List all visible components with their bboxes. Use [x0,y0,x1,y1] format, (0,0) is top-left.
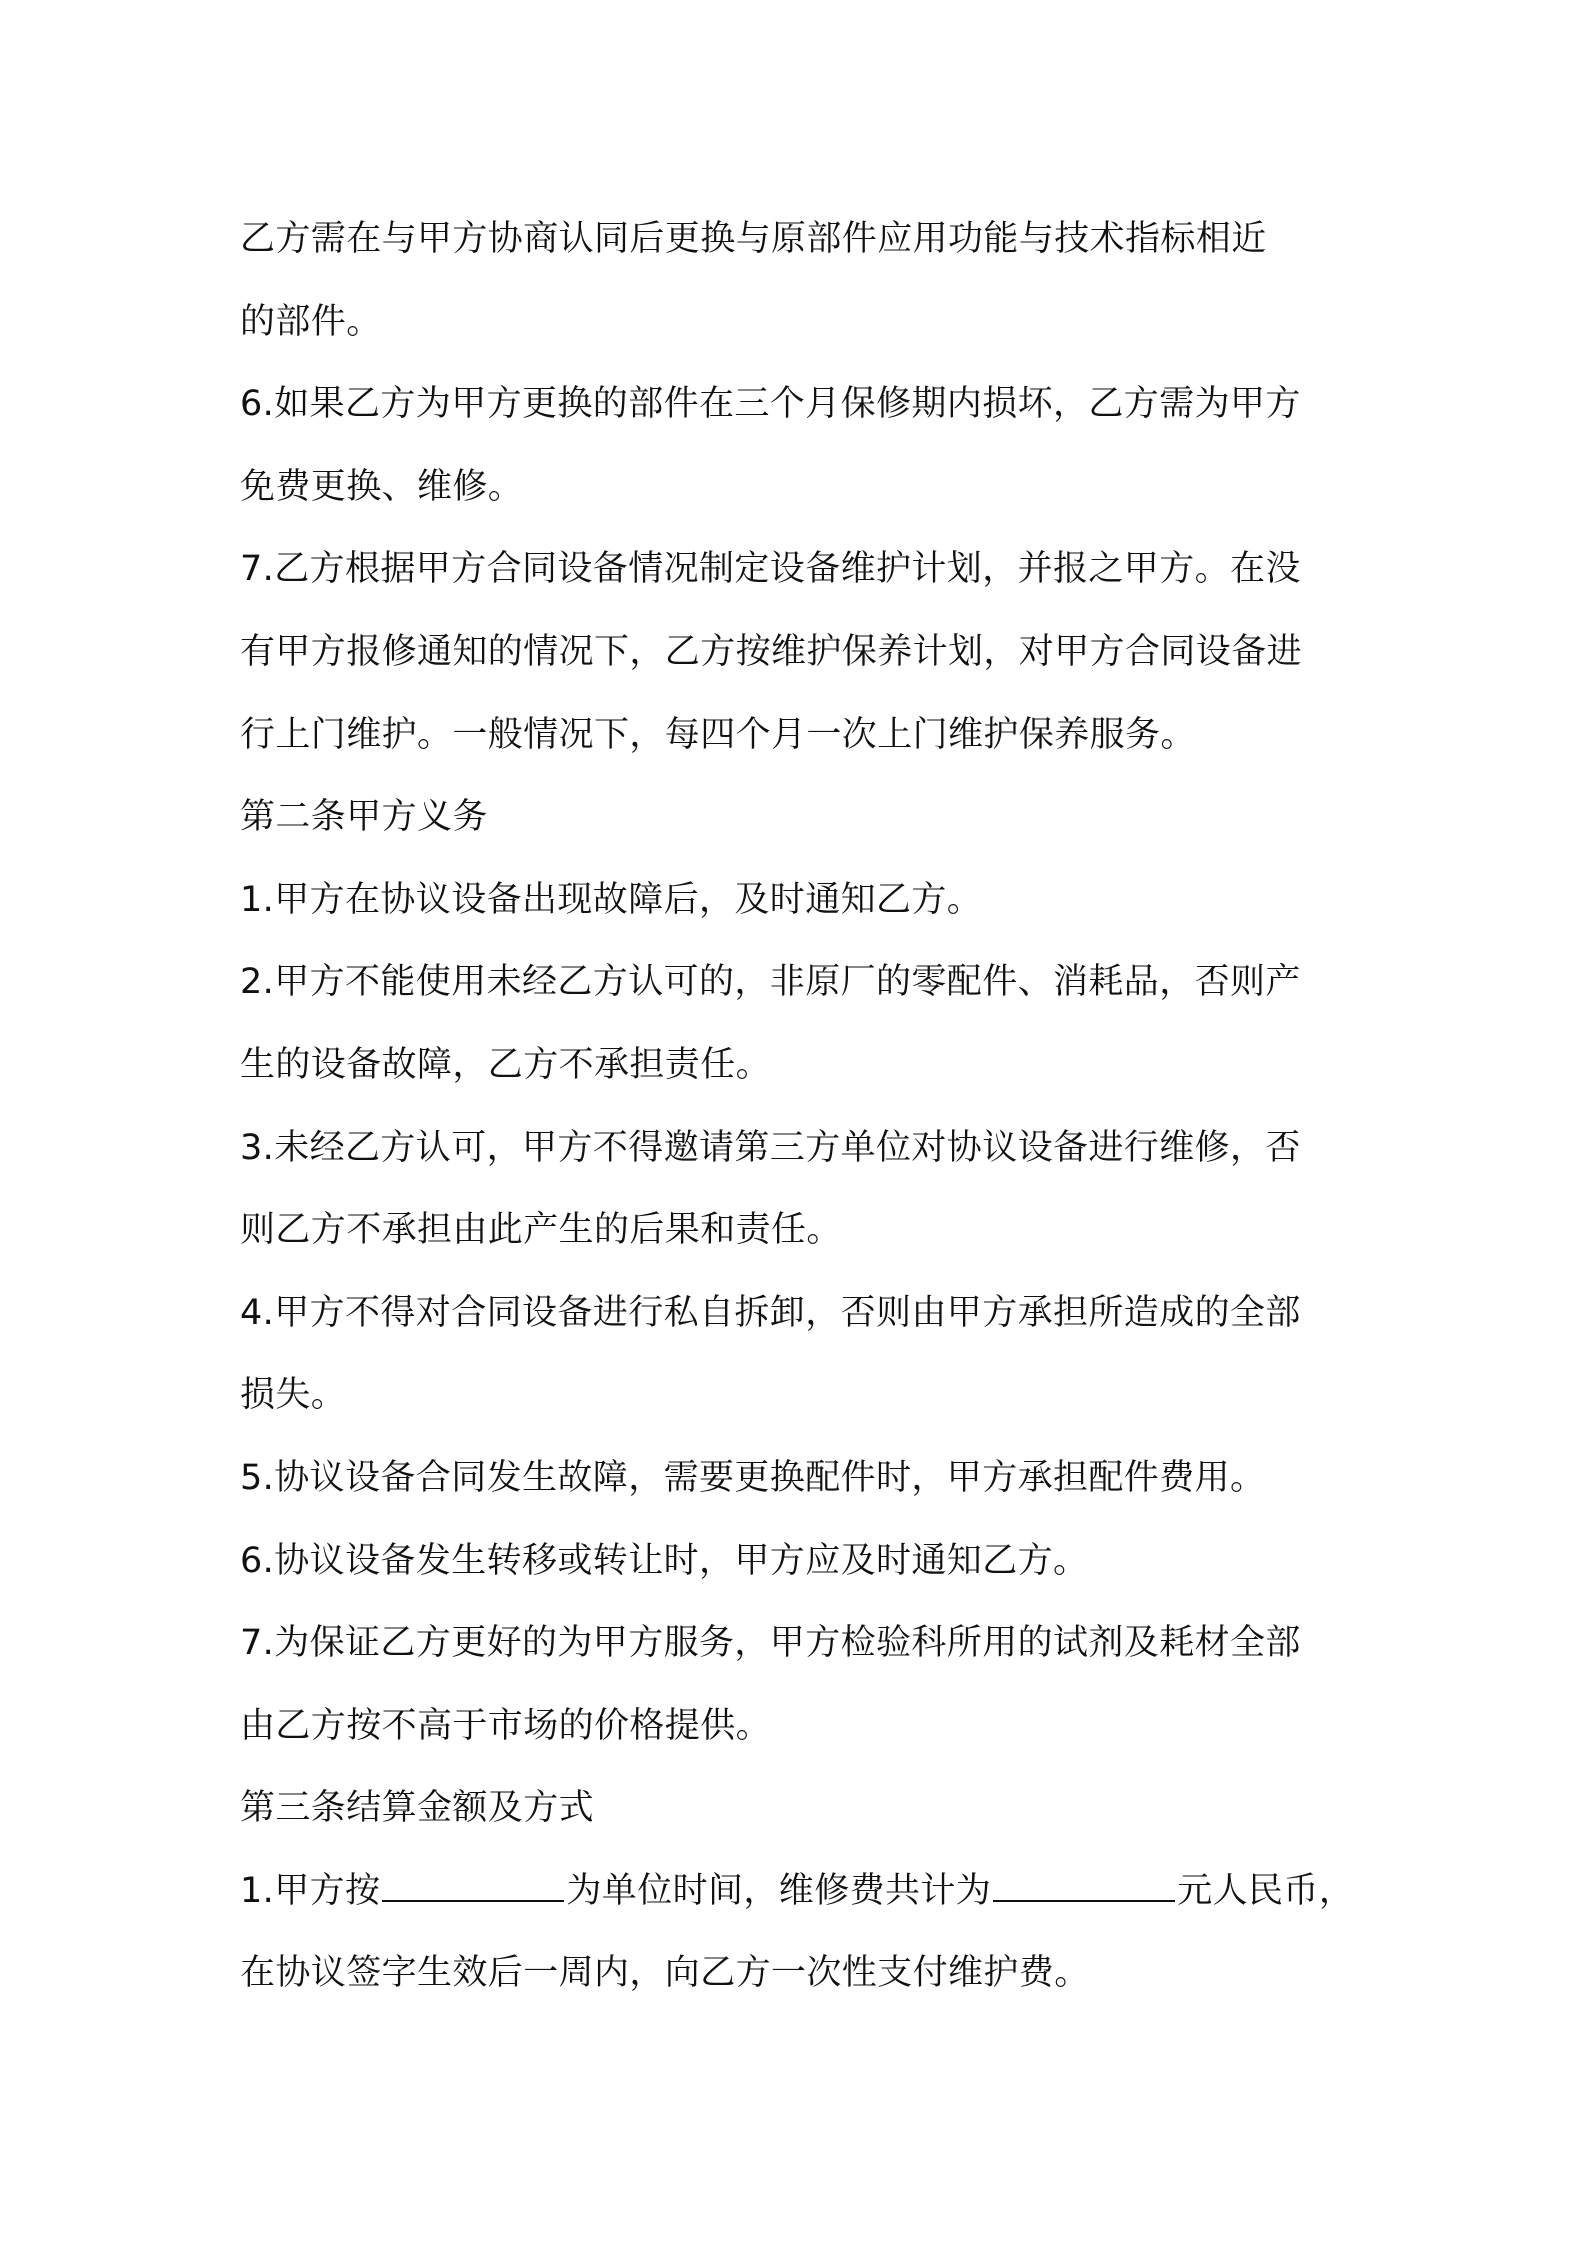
text-line: 3.未经乙方认可，甲方不得邀请第三方单位对协议设备进行维修，否 [240,1127,1301,1168]
text-line: 的部件。 [240,301,382,342]
section-heading: 第三条结算金额及方式 [240,1788,595,1829]
payment-text-3: 元人民币， [1177,1870,1355,1911]
text-line: 有甲方报修通知的情况下，乙方按维护保养计划，对甲方合同设备进 [240,631,1303,672]
payment-text-1: 1.甲方按 [240,1870,381,1911]
time-unit-blank [382,1870,564,1902]
amount-blank [993,1870,1175,1902]
payment-text-2: 为单位时间，维修费共计为 [566,1870,992,1911]
text-line: 生的设备故障，乙方不承担责任。 [240,1044,772,1085]
text-line: 由乙方按不高于市场的价格提供。 [240,1705,772,1746]
text-line: 6.协议设备发生转移或转让时，甲方应及时通知乙方。 [240,1540,1089,1581]
text-line: 损失。 [240,1375,347,1416]
text-line: 免费更换、维修。 [240,466,524,507]
text-line: 乙方需在与甲方协商认同后更换与原部件应用功能与技术指标相近 [240,219,1267,259]
text-line: 4.甲方不得对合同设备进行私自拆卸，否则由甲方承担所造成的全部 [240,1292,1301,1333]
text-line: 在协议签字生效后一周内，向乙方一次性支付维护费。 [240,1953,1090,1994]
text-line: 则乙方不承担由此产生的后果和责任。 [240,1210,842,1251]
text-line: 1.甲方在协议设备出现故障后，及时通知乙方。 [240,879,983,920]
payment-line [240,1850,1370,1933]
text-line: 行上门维护。一般情况下，每四个月一次上门维护保养服务。 [240,714,1196,755]
section-heading: 第二条甲方义务 [240,797,488,838]
text-line: 6.如果乙方为甲方更换的部件在三个月保修期内损坏，乙方需为甲方 [240,384,1301,425]
text-line: 7.乙方根据甲方合同设备情况制定设备维护计划，并报之甲方。在没 [240,549,1301,590]
text-line: 5.协议设备合同发生故障，需要更换配件时，甲方承担配件费用。 [240,1457,1266,1498]
text-line: 2.甲方不能使用未经乙方认可的，非原厂的零配件、消耗品，否则产 [240,962,1301,1003]
text-line: 7.为保证乙方更好的为甲方服务，甲方检验科所用的试剂及耗材全部 [240,1623,1301,1664]
document-page [240,198,1370,2015]
